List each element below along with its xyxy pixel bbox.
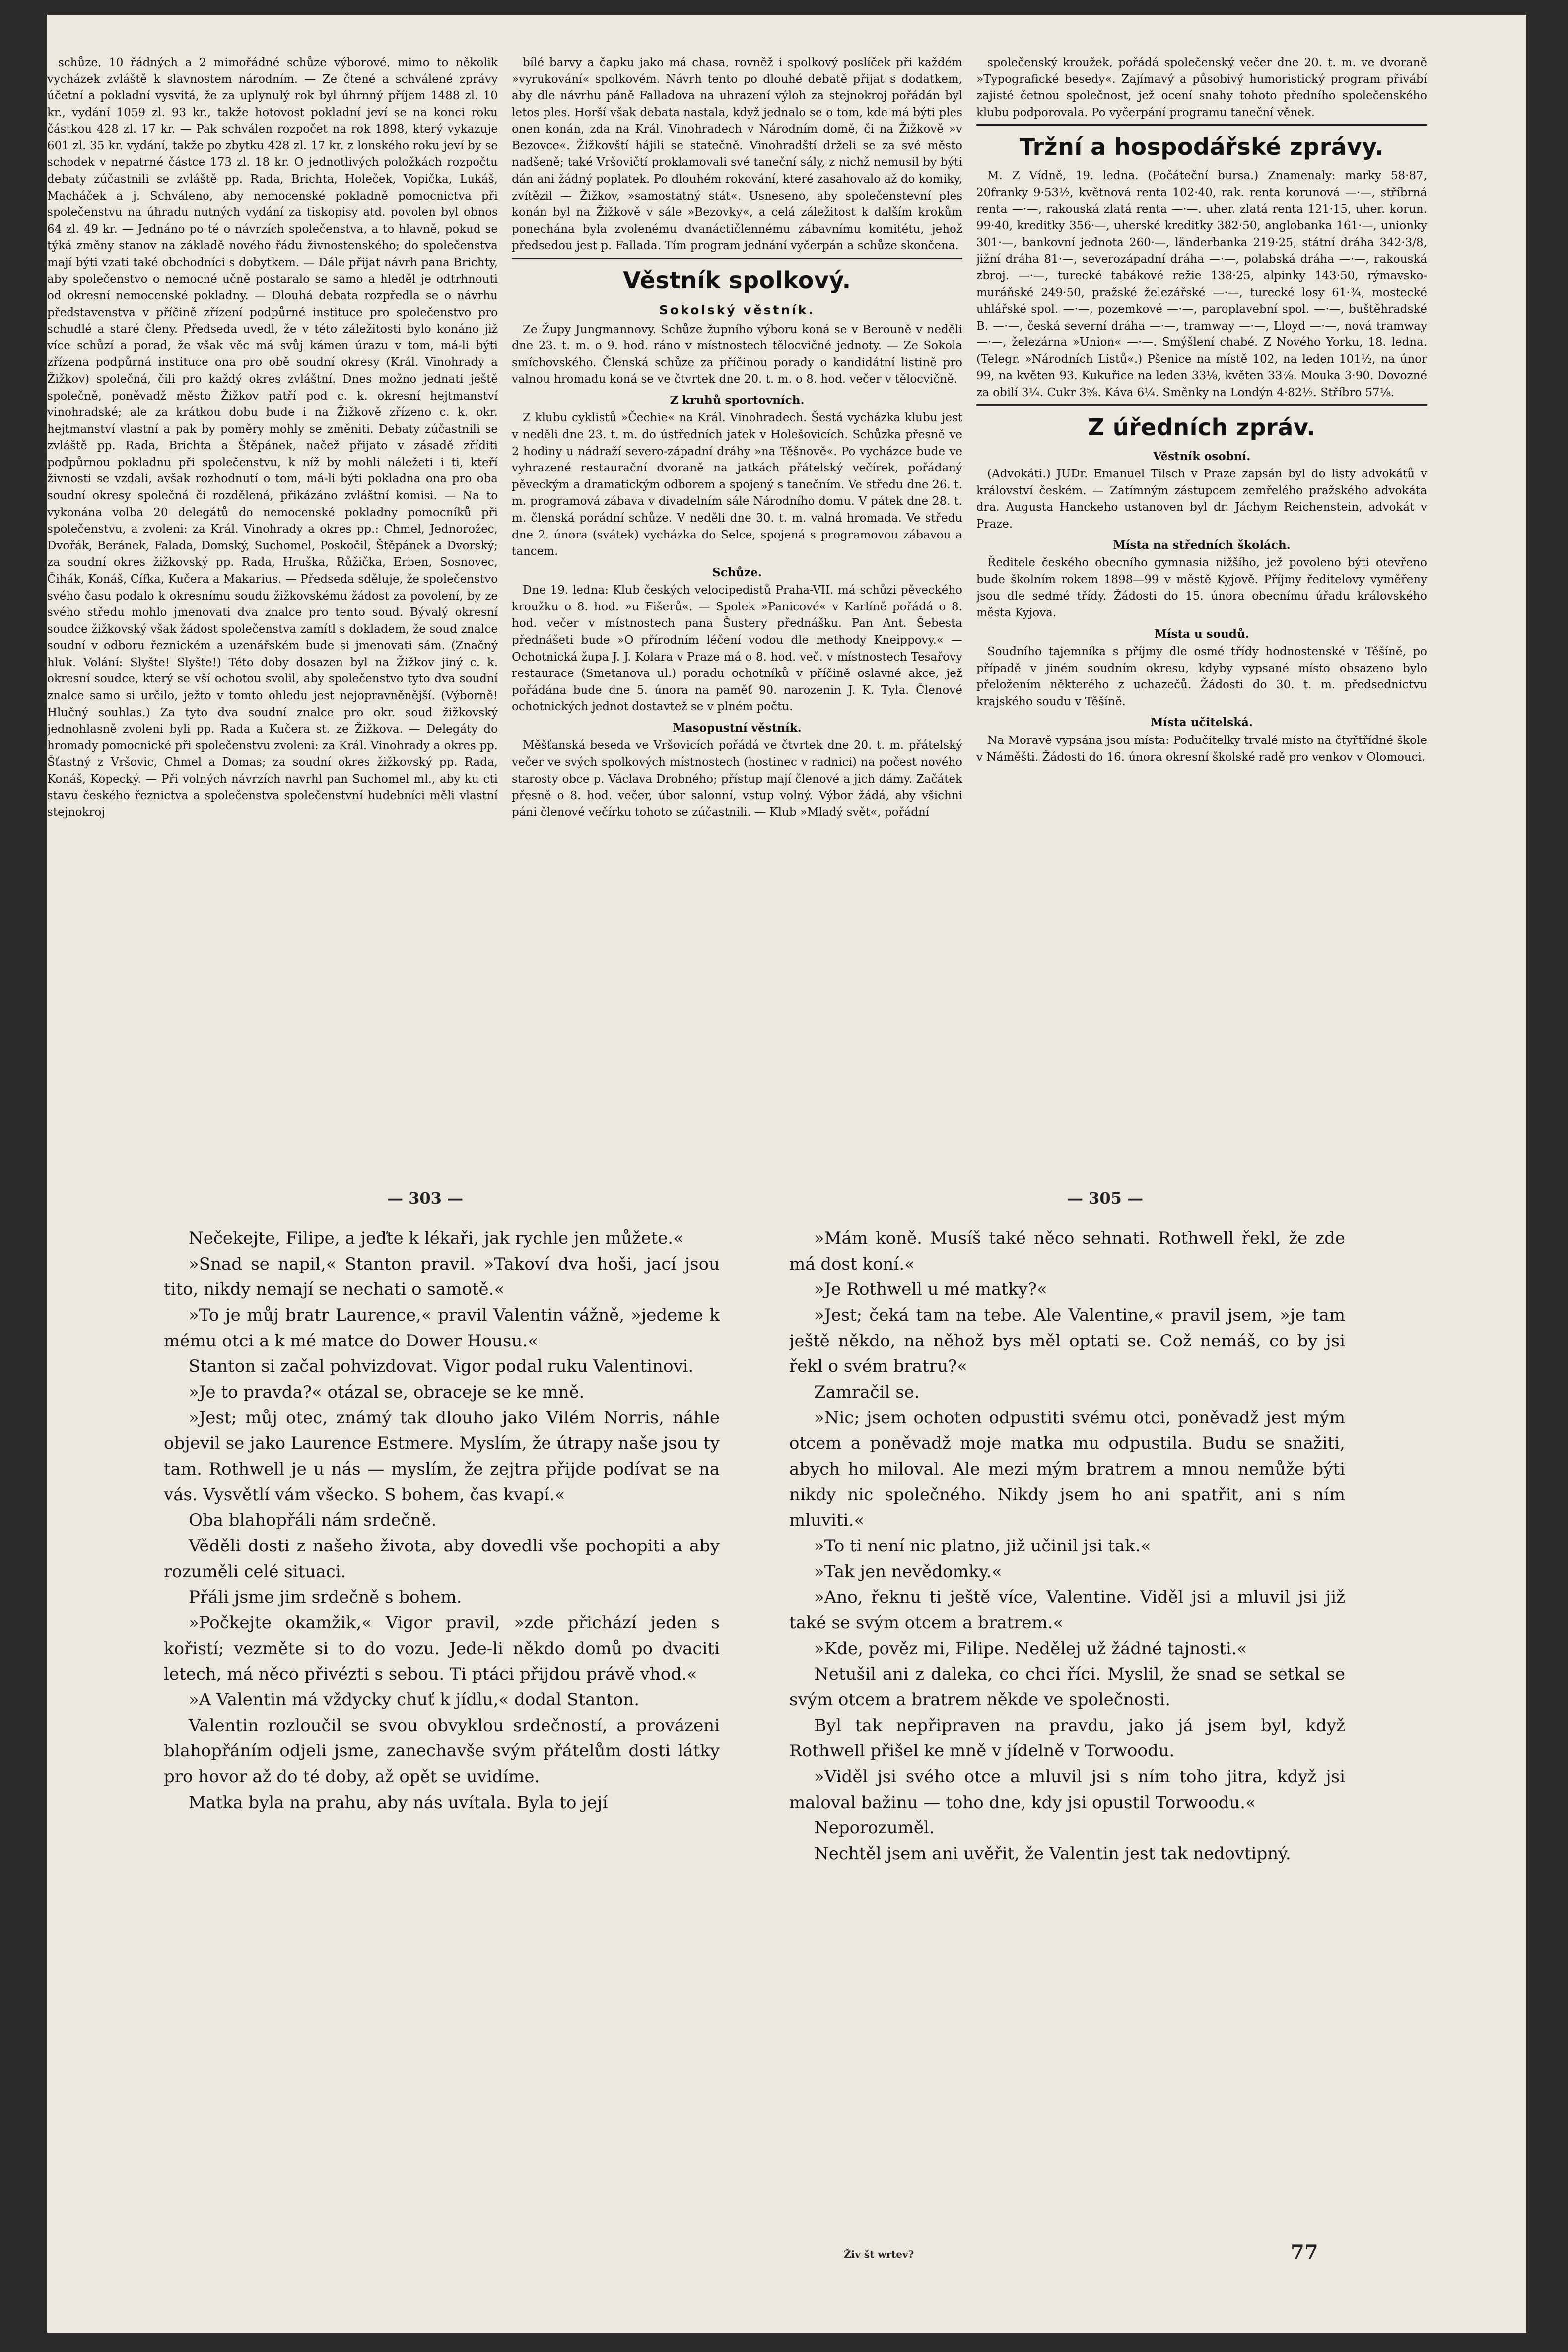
- paragraph: Oba blahopřáli nám srdečně.: [189, 1510, 437, 1531]
- column-3: [976, 55, 1427, 1137]
- sokol-text: Ze Župy Jungmannovy. Schůze župního výboru koná se v Berouně v neděli dne 23. t. m. o 9. hod. ráno v místnostech tělocvičné jednoty. — Ze Sokola smíchovského. Členská schůze za příčinou porady o kandidátní listině pro valnou hromadu koná se ve čtvrtek dne 20. t. m. o 8. hod. večer v tělocvičně.: [512, 323, 962, 386]
- paragraph: »Počkejte okamžik,« Vigor pravil, »zde přichází jeden s kořistí; vezměte si to do vozu. Jede-li někdo domů po dvaciti letech, má něco přivézti s sebou. Ti ptáci přijdou právě vhod.«: [164, 1613, 720, 1684]
- paragraph: »To je můj bratr Laurence,« pravil Valentin vážně, »jedeme k mému otci a k mé matce do Dower Housu.«: [164, 1305, 720, 1351]
- paragraph: Stanton si začal pohvizdovat. Vigor podal ruku Valentinovi.: [189, 1356, 694, 1377]
- feuilleton-left: [164, 1226, 720, 2283]
- heading-schuze: Schůze.: [712, 565, 762, 579]
- section-title-trzni: Tržní a hospodářské zprávy.: [1019, 134, 1384, 161]
- heading-osobni: Věstník osobní.: [1153, 449, 1251, 463]
- paragraph: »Je to pravda?« otázal se, obraceje se ke mně.: [189, 1382, 585, 1403]
- paragraph: Zamračil se.: [814, 1382, 920, 1403]
- paragraph: »Jest; můj otec, známý tak dlouho jako Vilém Norris, náhle objevil se jako Laurence Estmere. Myslím, že útrapy naše jsou ty tam. Rothwell je u nás — myslím, že zejtra přijde podívat se na vás. Vysvětlí vám všecko. S bohem, čas kvapí.«: [164, 1408, 720, 1505]
- sport-text: Z klubu cyklistů »Čechie« na Král. Vinohradech. Šestá vycházka klubu jest v neděli dne 23. t. m. do ústředních jatek v Holešovicích. Schůzka přesně ve 2 hodiny u nádraží severo-západní dráhy »na Těšnově«. Po vycházce bude ve vyhrazené restaurační dvoraně na jatkách přátelský večírek, pořádaný pěveckým a dramatickým odborem a spojený s tanečním. Ve středu dne 26. t. m. programová zábava v divadelním sále Národního domu. V pátek dne 28. t. m. členská porádní schůze. V neděli dne 30. t. m. valná hromada. Ve středu dne 2. února (svátek) vycházka do Selce, spojená s programovou zábavou a tancem.: [512, 411, 962, 558]
- paragraph: »Je Rothwell u mé matky?«: [814, 1279, 1047, 1300]
- paragraph: »Tak jen nevědomky.«: [814, 1561, 1002, 1582]
- article-text: společenský kroužek, pořádá společenský večer dne 20. t. m. ve dvoraně »Typografické besedy«. Zajímavý a působivý humoristický program přivábí zajisté četnou společnost, jež ocení snahy tohoto předního společenského klubu podporovala. Po vyčerpání programu taneční věnek.: [976, 56, 1427, 119]
- masopust-text: Měšťanská beseda ve Vršovicích pořádá ve čtvrtek dne 20. t. m. přátelský večer ve svých spolkových místnostech (hostinec v radnici) na počest nového starosty obce p. Václava Drobného; přístup mají členové a jich dámy. Začátek přesně o 8. hod. večer, úbor salonní, vstup volný. Výbor žádá, aby všichni páni členové večírku tohoto se zúčastnili. — Klub »Mladý svět«, pořádní: [512, 739, 962, 819]
- feuilleton-right: [789, 1226, 1345, 2283]
- column-1: [47, 55, 498, 1137]
- column-2: [512, 55, 962, 1137]
- footer-number: 77: [1291, 2241, 1318, 2264]
- divider: [976, 124, 1427, 126]
- article-text: schůze, 10 řádných a 2 mimořádné schůze výborové, mimo to několik vycházek zvláště k slavnostem národním. — Ze čtené a schválené zprávy účetní a pokladní vysvitá, že za uplynulý rok byl úhrnný příjem 1488 zl. 10 kr., vydání 1059 zl. 93 kr., takže hotovost pokladní jeví se na konci roku částkou 428 zl. 17 kr. — Pak schválen rozpočet na rok 1898, který vykazuje 601 zl. 35 kr. vydání, takže po zbytku 428 zl. 17 kr. z lonského roku jeví by se schodek v nepatrné částce 173 zl. 18 kr. O jednotlivých položkách rozpočtu debaty zúčastnili se zvláště pp. Rada, Brichta, Holeček, Vopička, Lukáš, Macháček a j. Schváleno, aby nemocenské pokladně pomocnictva při společenstvu na úhradu nutných vydání za tiskopisy atd. povolen byl obnos 64 zl. 49 kr. — Jednáno po té o návrzích společenstva, a to hlavně, pokud se týká změny stanov na základě nového řádu živnostenského; do společenstva mají býti vzati také obchodníci s dobytkem. — Dále přijat návrh pana Brichty, aby společenstvo o nemocné učně postaralo se samo a hleděl je odtrhnouti od okresní nemocenské pokladny. — Dlouhá debata rozpředla se o návrhu představenstva v příčině zřízení podpůrné instituce pro společenstvo pro schudlé a staré členy. Předseda uvedl, že v této záležitosti bylo konáno již více schůzí a porad, že však věc má svůj kámen úrazu v tom, má-li býti zřízena podpůrná instituce ona pro obě soudní okresy (Král. Vinohrady a Žižkov) společná, čili pro každý okres zvláštní. Dnes možno jednati ještě společně, poněvadž město Žižkov patří pod c. k. okresní hejtmanství vinohradské; ale za krátkou dobu bude i na Žižkově zřízeno c. k. okr. hejtmanství vlastní a pak by poměry mohly se změniti. Debaty zúčastnili se zvláště pp. Rada, Brichta a Štěpánek, načež přijato v zásadě zříditi podpůrnou pokladnu při společenstvu, k níž by mohli náležeti i ti, kteří živnosti se vzdali, avšak rozhodnutí o tom, má-li býti pokladna ona pro oba soudní okresy společná či rozdělená, přikázáno zvláštní komisi. — Na to vykonána volba 20 delegátů do nemocenské pokladny pomocníků při společenstvu, a zvoleni: za Král. Vinohrady a okres pp.: Chmel, Jednorožec, Dvořák, Beránek, Falada, Domský, Suchomel, Poskočil, Štěpánek a Dvorský; za soudní okres žižkovský pp. Rada, Hruška, Růžička, Erben, Sosnovec, Čihák, Konáš, Cífka, Kučera a Makarius. — Předseda sděluje, že společenstvo svého času podalo k okresnímu soudu žižkovskému žádost za povolení, by ze svého středu mohlo jmenovati dva znalce pro tento soud. Bývalý okresní soudce žižkovský však žádost společenstva zamítl s dokladem, že soud znalce soudní v odboru řeznickém a uzenářském bude si jmenovati sám. (Značný hluk. Volání: Slyšte! Slyšte!) Této doby dosazen byl na Žižkov jiný c. k. okresní soudce, který se vší ochotou svolil, aby společenstvo tyto dva soudní znalce samo si určilo, ježto v tomto ohledu jest nejopravněnější. (Výborně! Hlučný souhlas.) Za tyto dva soudní znalce pro okr. soud žižkovský jednohlasně zvoleni byli pp. Rada a Kučera st. ze Žižkova. — Delegáty do hromady pomocnické při společenstvu zvoleni: za Král. Vinohrady a okres pp. Šťastný z Vršovic, Chmel a Domas; za soudní okres žižkovský pp. Rada, Konáš, Kopecký. — Při volných návrzích navrhl pan Suchomel ml., aby ku cti stavu českého řeznictva a společenstva společenstvní hudebníci měli vlastní stejnokroj: [47, 56, 498, 819]
- paragraph: »Viděl jsi svého otce a mluvil jsi s ním toho jitra, když jsi maloval bažinu — toho dne, kdy jsi opustil Torwoodu.«: [789, 1767, 1345, 1813]
- section-title-urad: Z úředních zpráv.: [1088, 413, 1316, 441]
- paragraph: Byl tak nepřipraven na pravdu, jako já jsem byl, když Rothwell přišel ke mně v jídelně v Torwoodu.: [789, 1715, 1345, 1761]
- feuilleton: [164, 1226, 1345, 2283]
- paragraph: »To ti není nic platno, již učinil jsi tak.«: [814, 1536, 1151, 1556]
- upper-newspaper: [47, 55, 1427, 1137]
- section-title-vestnik: Věstník spolkový.: [623, 267, 851, 294]
- schuze-text: Dne 19. ledna: Klub českých velocipedistů Praha-VII. má schůzi pěveckého kroužku o 8. hod. »u Fišerů«. — Spolek »Panicové« v Karlíně pořádá o 8. hod. večer v místnostech pana Šustery přednášku. Pan Ant. Šebesta přednášeti bude »O přírodním léčení vodou dle methody Kneippovy.« — Ochotnická župa J. J. Kolara v Praze má o 8. hod. več. v místnostech Tesařovy restaurace (Smetanova ul.) poradu ochotníků v příčině oslavné akce, jež pořádána bude dne 5. února na paměť 90. narozenin J. K. Tyla. Členové ochotnických jednot dostavtež se v plném počtu.: [512, 584, 962, 714]
- footer-signature: Živ št wrtev?: [844, 2248, 914, 2260]
- paragraph: »Jest; čeká tam na tebe. Ale Valentine,« pravil jsem, »je tam ještě někdo, na něhož bys měl optati se. Což nemáš, co by jsi řekl o svém bratru?«: [789, 1305, 1345, 1377]
- trzni-text: M. Z Vídně, 19. ledna. (Počáteční bursa.) Znamenaly: marky 58·87, 20franky 9·53½, květnová renta 102·40, rak. renta korunová —·—, stříbrná renta —·—, rakouská zlatá renta —·—. uher. zlatá renta 121·15, uher. korun. 99·40, kreditky 356·—, uherské kreditky 382·50, anglobanka 161·—, unionky 301·—, bankovní jednota 260·—, länderbanka 219·25, státní dráha 342·3/8, jižní dráha 81·—, severozápadní dráha —·—, polabská dráha —·—, rakouská zbroj. —·—, turecké tabákové režie 138·25, alpinky 143·50, rýmavsko-muráňské 249·50, pražské železářské —·—, turecké losy 61·¾, mostecké uhlářské spol. —·—, pozemkové —·—, paroplavební spol. —·—, buštěhradské B. —·—, česká severní dráha —·—, tramway —·—, Lloyd —·—, nová tramway —·—, železárna »Union« —·—. Smýšlení chabé. Z Nového Yorku, 18. ledna. (Telegr. »Národních Listů«.) Pšenice na místě 102, na leden 101½, na únor 99, na květen 93. Kukuřice na leden 33⅛, květen 33⅞. Mouka 3·90. Dovozné za obilí 3¼. Cukr 3⅝. Káva 6¼. Směnky na Londýn 4·82½. Stříbro 57⅛.: [976, 169, 1427, 399]
- divider: [512, 258, 962, 259]
- paragraph: Věděli dosti z našeho života, aby dovedli vše pochopiti a aby rozuměli celé situaci.: [164, 1536, 720, 1582]
- paragraph: Neporozuměl.: [814, 1818, 935, 1838]
- page-number-right: — 305 —: [1067, 1189, 1144, 1208]
- page-number-left: — 303 —: [387, 1189, 464, 1208]
- paragraph: »Mám koně. Musíš také něco sehnati. Rothwell řekl, že zde má dost koní.«: [789, 1228, 1345, 1274]
- osobni-text: (Advokáti.) JUDr. Emanuel Tilsch v Praze zapsán byl do listy advokátů v království českém. — Zatímným zástupcem zemřelého pražského advokáta dra. Augusta Hanckeho ustanoven byl dr. Jáchym Reichenstein, advokát v Praze.: [976, 468, 1427, 531]
- heading-ucit: Místa učitelská.: [1151, 716, 1253, 730]
- paragraph: »Kde, pověz mi, Filipe. Nedělej už žádné tajnosti.«: [814, 1638, 1247, 1659]
- ucit-text: Na Moravě vypsána jsou místa: Podučitelky trvalé místo na čtyřtřídné škole v Náměšti. Žádosti do 16. února okresní školské radě pro venkov v Olomouci.: [976, 734, 1427, 764]
- heading-skol: Místa na středních školách.: [1113, 538, 1291, 552]
- divider: [976, 404, 1427, 406]
- paragraph: Matka byla na prahu, aby nás uvítala. Byla to její: [189, 1792, 608, 1813]
- paragraph: Nečekejte, Filipe, a jeďte k lékaři, jak rychle jen můžete.«: [189, 1228, 683, 1248]
- paragraph: »Nic; jsem ochoten odpustiti svému otci, poněvadž jest mým otcem a poněvadž moje matka mu odpustila. Budu se snažiti, abych ho miloval. Ale mezi mým bratrem a mnou nemůže býti nikdy nic společného. Nikdy jsem ho ani spatřit, ani s ním mluviti.«: [789, 1408, 1345, 1531]
- paragraph: Netušil ani z daleka, co chci říci. Myslil, že snad se setkal se svým otcem a bratrem někde ve společnosti.: [789, 1664, 1345, 1710]
- paragraph: »Snad se napil,« Stanton pravil. »Takoví dva hoši, jací jsou tito, nikdy nemají se nechati o samotě.«: [164, 1254, 720, 1300]
- heading-sokol: Sokolský věstník.: [659, 303, 815, 318]
- heading-masopust: Masopustní věstník.: [673, 721, 802, 735]
- paragraph: »A Valentin má vždycky chuť k jídlu,« dodal Stanton.: [189, 1690, 640, 1710]
- skol-text: Ředitele českého obecního gymnasia nižšího, jež povoleno býti otevřeno bude školním rokem 1898—99 v městě Kyjově. Příjmy ředitelovy vyměřeny jsou dle sedmé třídy. Žádosti do 15. února obecnímu úřadu královského města Kyjova.: [976, 556, 1427, 619]
- article-text: bílé barvy a čapku jako má chasa, rovněž i spolkový poslíček při každém »vyrukování« spolkovém. Návrh tento po dlouhé debatě přijat s dodatkem, aby dle návrhu páně Falladova na uhrazení výloh za stejnokroj pořádán byl letos ples. Horší však debata nastala, když jednalo se o tom, kde má býti ples onen konán, zda na Král. Vinohradech v Národním domě, či na Žižkově »v Bezovce«. Žižkovští hájili se statečně. Vinohradští drželi se za své město nadšeně; také Vršovičtí proklamovali své taneční sály, z nichž nemusil by býti dán ani žádný poplatek. Po dlouhém rokování, které zasahovalo až do komiky, zvítězil — Žižkov, »samostatný stát«. Usneseno, aby společenstevní ples konán byl na Žižkově v sále »Bezovky«, a celá záležitost k dalším krokům ponechána byla zvolenému dvanáctičlennému zábavnímu komitétu, jehož předsedou jest p. Fallada. Tím program jednání vyčerpán a schůze skončena.: [512, 56, 962, 253]
- paragraph: Nechtěl jsem ani uvěřit, že Valentin jest tak nedovtipný.: [814, 1844, 1291, 1864]
- paragraph: »Ano, řeknu ti ještě více, Valentine. Viděl jsi a mluvil jsi již také se svým otcem a bratrem.«: [789, 1587, 1345, 1633]
- soud-text: Soudního tajemníka s příjmy dle osmé třídy hodnostenské v Těšíně, po případě v jiném soudním okresu, kdyby vypsané místo obsazeno bylo přeložením některého z uchazečů. Žádosti do 30. t. m. předsednictvu krajského soudu v Těšíně.: [976, 645, 1427, 708]
- heading-soud: Místa u soudů.: [1154, 627, 1249, 641]
- paragraph: Valentin rozloučil se svou obvyklou srdečností, a provázeni blahopřáním odjeli jsme, zanechavše svým přátelům dosti látky pro hovor až do té doby, až opět se uvidíme.: [164, 1715, 720, 1787]
- paragraph: Přáli jsme jim srdečně s bohem.: [189, 1587, 462, 1608]
- heading-sport: Z kruhů sportovních.: [670, 393, 805, 407]
